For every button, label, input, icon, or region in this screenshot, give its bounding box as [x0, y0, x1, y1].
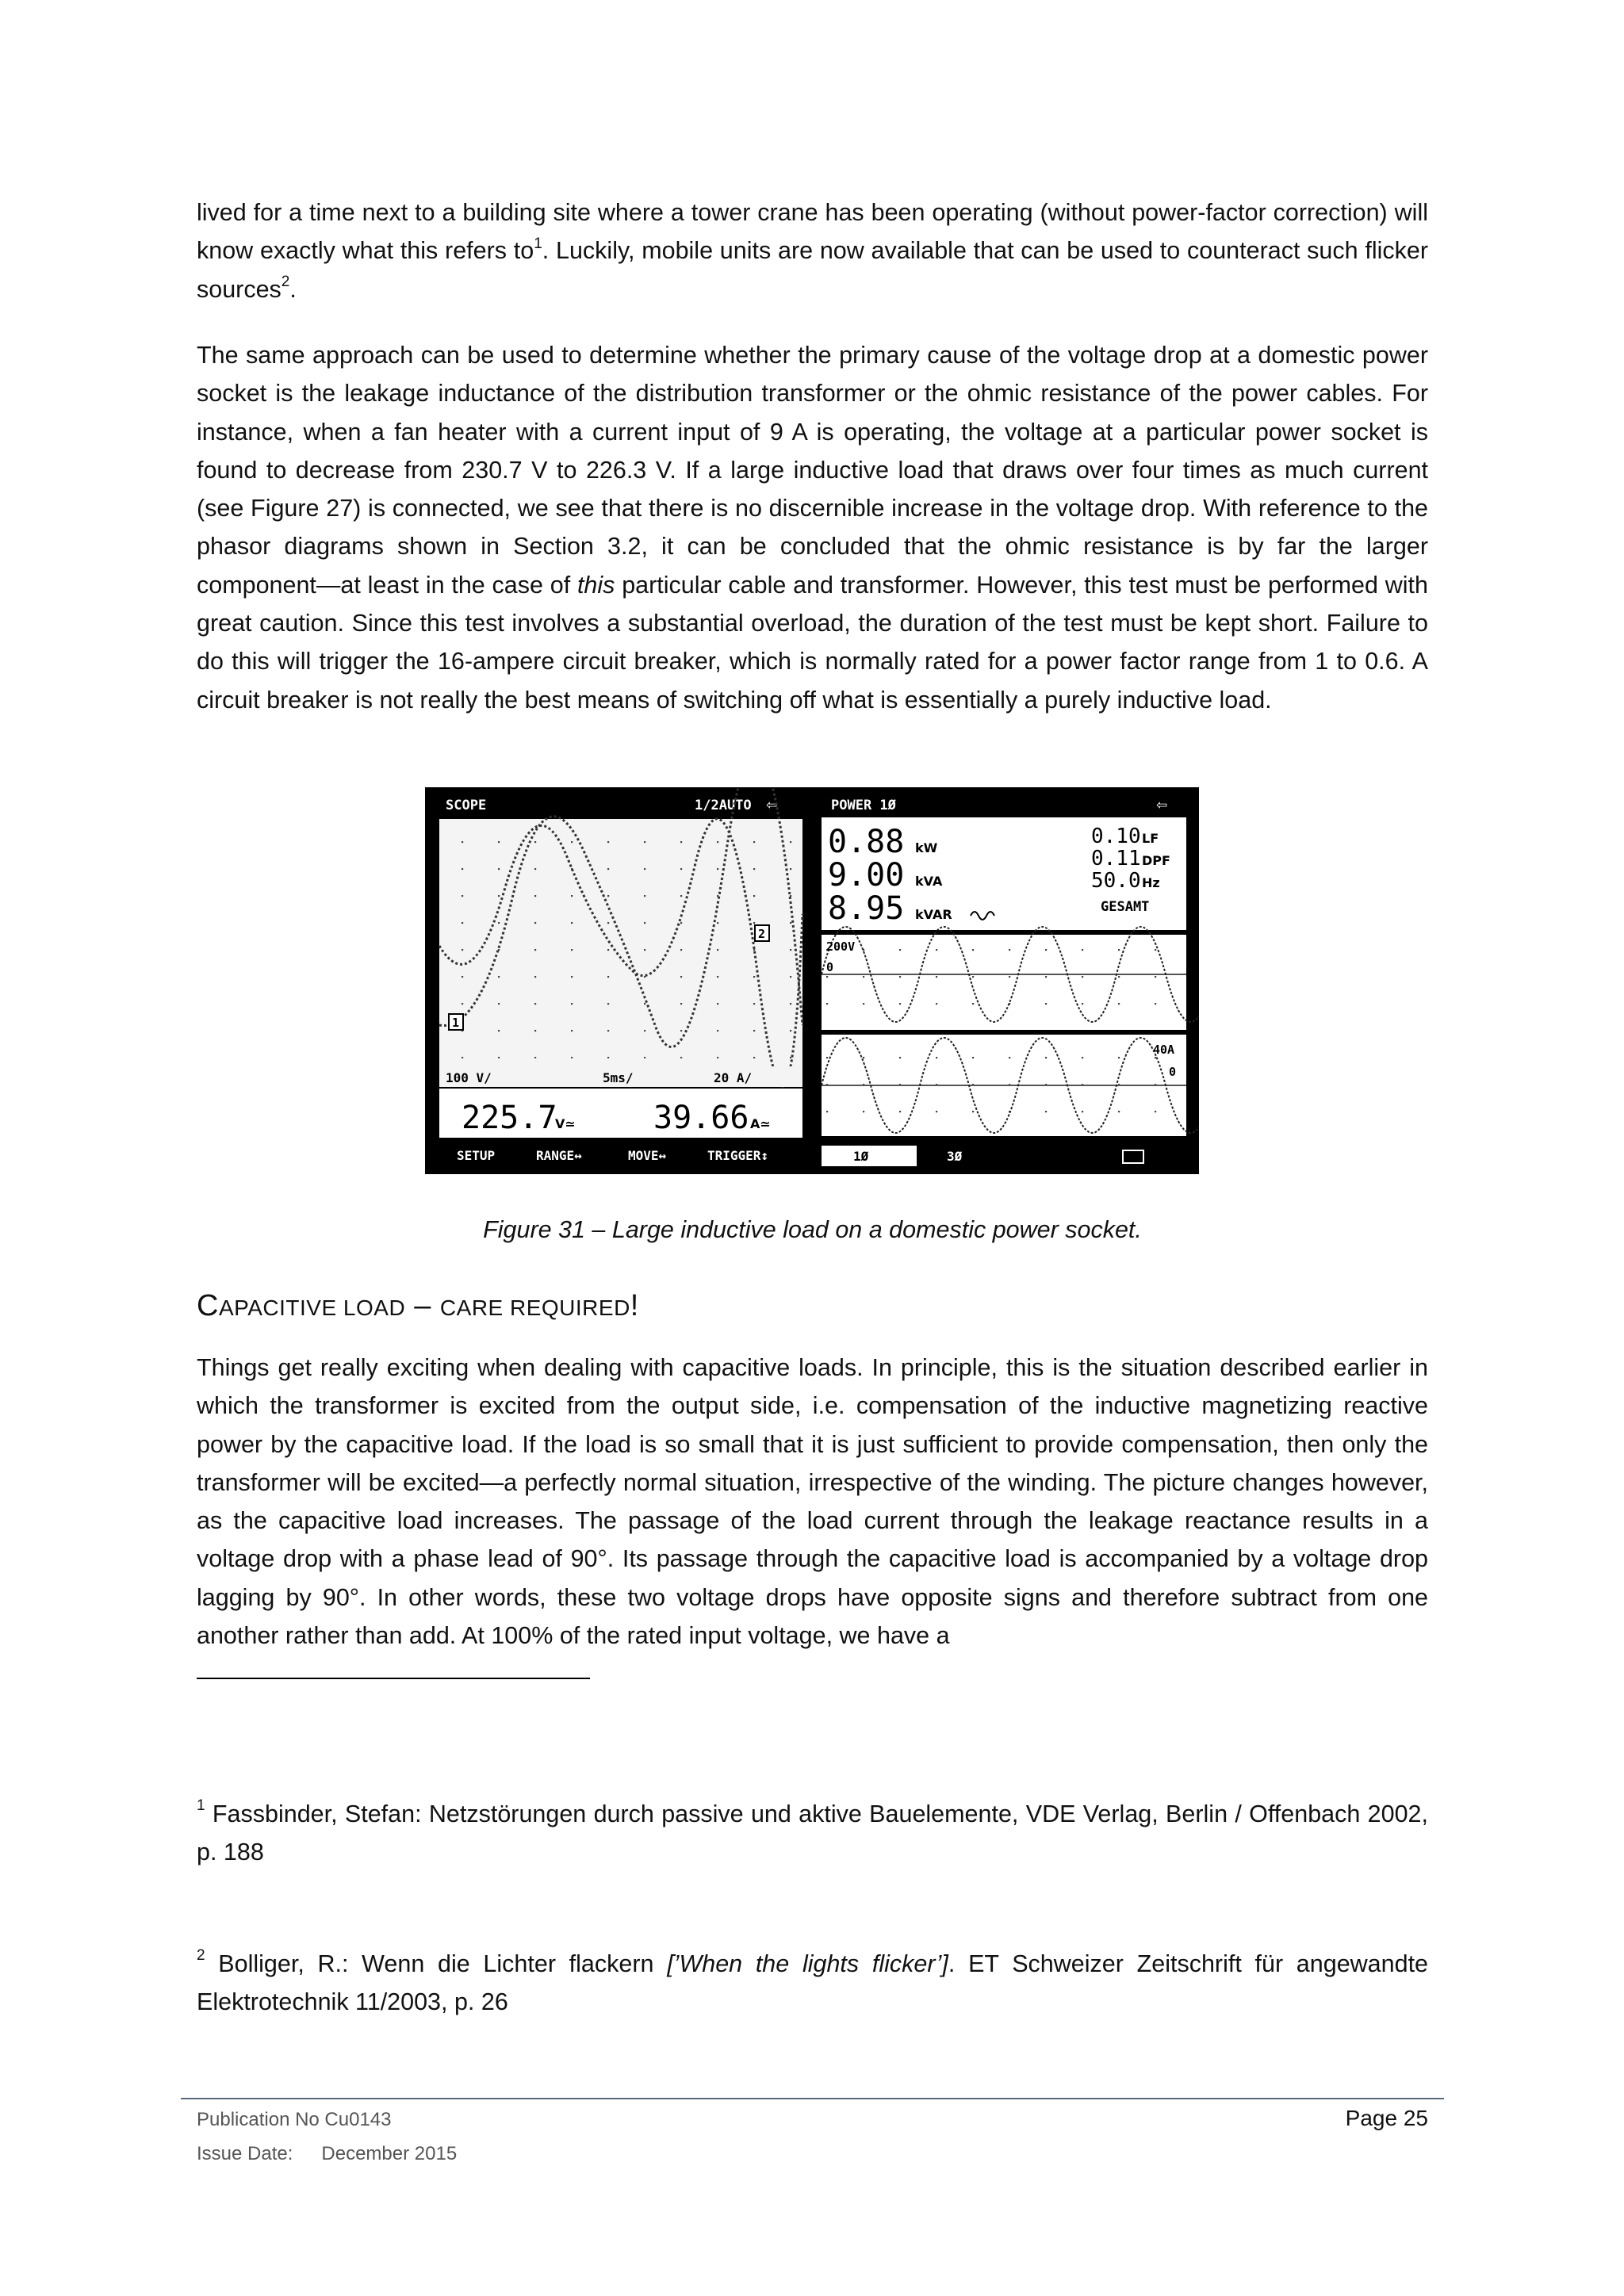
figure-caption: Figure 31 – Large inductive load on a domestic power socket. [483, 1216, 1142, 1243]
plug-icon: ⇦ [766, 798, 778, 813]
kva-unit: kVA [915, 874, 943, 889]
heading-dash: – [405, 1289, 440, 1322]
paragraph-1 [197, 193, 1428, 308]
heading-initial: C [197, 1289, 219, 1322]
voltage-zero: 0 [826, 960, 834, 974]
kvar-unit: kVAR [915, 907, 952, 922]
scope-screen [439, 787, 802, 1163]
footnote-separator [197, 1678, 590, 1679]
dpf-unit: DPF [1142, 853, 1170, 868]
paragraph-text: . Luckily, mobile units are now available that can be used to counteract such flicker sources [197, 237, 1428, 303]
section-heading [197, 1286, 639, 1328]
kva-value: 9.00 [828, 857, 905, 894]
publication-number: Publication No Cu0143 [197, 2109, 392, 2130]
current-reading: 39.66 [653, 1100, 749, 1136]
footnote-ref-1[interactable]: 1 [534, 235, 542, 253]
footnote-1 [197, 1795, 1428, 1871]
current-zero: 0 [1169, 1065, 1177, 1079]
kw-unit: kW [915, 840, 938, 855]
footnote-mark: 2 [197, 1946, 205, 1964]
issue-date-value: December 2015 [321, 2143, 458, 2164]
dpf-value: 0.11 [1091, 847, 1141, 871]
kw-value: 0.88 [828, 824, 905, 860]
voltage-scale: 200V [826, 939, 856, 954]
voltage-reading: 225.7 [462, 1100, 557, 1136]
plug-icon: ⇦ [1156, 798, 1168, 813]
lf-unit: LF [1142, 831, 1159, 846]
scope-mode: 1/2AUTO [695, 798, 752, 813]
paragraph-3: Things get really exciting when dealing with capacitive loads. In principle, this is the situation described earlier in which the transformer is excited from the output side, i.e. compensation of the inductive magnetizing reactive power by the capacitive load. If the load is so small that it is just sufficient to provide compensation, then only the transformer will be excited—a perfectly normal situation, irrespective of the winding. The picture changes however, as the capacitive load increases. The passage of the load current through the leakage reactance results in a voltage drop with a phase lead of 90°. Its passage through the capacitive load is accompanied by a voltage drop lagging by 90°. In other words, these two voltage drops have opposite signs and therefore subtract from one another rather than add. At 100% of the rated input voltage, we have a [197, 1354, 1428, 1650]
heading-part-2: CARE REQUIRED [439, 1295, 630, 1320]
paragraph-2 [197, 336, 1428, 719]
page-number: Page 25 [1345, 2106, 1428, 2130]
paragraph-text: The same approach can be used to determine whether the primary cause of the voltage drop at a domestic power socket is the leakage inductance of the distribution transformer or the ohmic resistance of the power cables. For instance, when a fan heater with a current input of 9 A is operating, the voltage at a particular power socket is found to decrease from 230.7 V to 226.3 V. If a large inductive load that draws over four times as much current (see Figure 27) is connected, we see that there is no discernible increase in the voltage drop. With reference to the phasor diagrams shown in Section 3.2, it can be concluded that the ohmic resistance is by far the larger component—at least in the case of [197, 342, 1428, 599]
figure-31-meter-screens [425, 787, 1199, 1174]
footnote-text: . ET Schweizer Zeitschrift für angewandte Elektrotechnik 11/2003, p. 26 [197, 1950, 1429, 2015]
timebase: 5ms/ [603, 1070, 634, 1085]
paragraph-text: lived for a time next to a building site where a tower crane has been operating (without power-factor correction) will know exactly what this refers to [197, 199, 1428, 265]
lf-value: 0.10 [1091, 825, 1141, 848]
kvar-value: 8.95 [828, 890, 905, 927]
softkey-1phase-active[interactable] [822, 1146, 917, 1166]
ch1-marker: 1 [452, 1016, 460, 1030]
footnote-text: Bolliger, R.: Wenn die Lichter flackern [205, 1950, 668, 1977]
current-unit: A≃ [750, 1116, 771, 1131]
softkey-1phase[interactable]: 1Ø [853, 1149, 869, 1164]
power-title: POWER 1Ø [831, 798, 896, 813]
power-screen [822, 798, 1199, 1166]
paragraph-text: . [289, 275, 297, 303]
footnote-mark: 1 [197, 1797, 205, 1814]
issue-date [197, 2143, 457, 2165]
current-scale: 40A [1153, 1043, 1175, 1057]
paragraph-text: particular cable and transformer. However, this test must be performed with great caution. Since this test involves a substantial overload, the duration of the test must be kept short. Failure to do this will trigger the 16-ampere circuit breaker, which is normally rated for a power factor range from 1 to 0.6. A circuit breaker is not really the best means of switching off what is essentially a purely inductive load. [197, 571, 1428, 714]
hz-unit: Hz [1142, 875, 1160, 890]
scope-title: SCOPE [446, 798, 487, 813]
softkey-3phase[interactable]: 3Ø [947, 1149, 963, 1164]
footnote-emphasis: [’When the lights flicker’] [667, 1950, 948, 1977]
ch1-scale: 100 V/ [446, 1070, 492, 1085]
ch2-marker: 2 [758, 927, 766, 941]
heading-exclamation: ! [630, 1289, 639, 1322]
total-label: GESAMT [1101, 899, 1150, 915]
screen-icon[interactable] [1123, 1150, 1143, 1163]
softkey-setup[interactable]: SETUP [457, 1148, 496, 1163]
softkey-range[interactable]: RANGE↔ [536, 1148, 582, 1163]
hz-value: 50.0 [1091, 869, 1141, 893]
footnote-2 [197, 1945, 1428, 2021]
issue-date-label: Issue Date: [197, 2143, 293, 2164]
voltage-unit: V≃ [555, 1116, 576, 1131]
emphasis-text: this [576, 571, 615, 599]
footnote-text: Fassbinder, Stefan: Netzstörungen durch passive und aktive Bauelemente, VDE Verlag, Berlin / Offenbach 2002, p. 188 [197, 1800, 1428, 1866]
softkey-move[interactable]: MOVE↔ [628, 1148, 667, 1163]
ch2-scale: 20 A/ [714, 1070, 753, 1085]
footnote-ref-2[interactable]: 2 [281, 274, 290, 291]
softkey-trigger[interactable]: TRIGGER↕ [707, 1148, 769, 1163]
footer-separator [181, 2098, 1444, 2099]
heading-part-1: APACITIVE LOAD [218, 1295, 406, 1320]
